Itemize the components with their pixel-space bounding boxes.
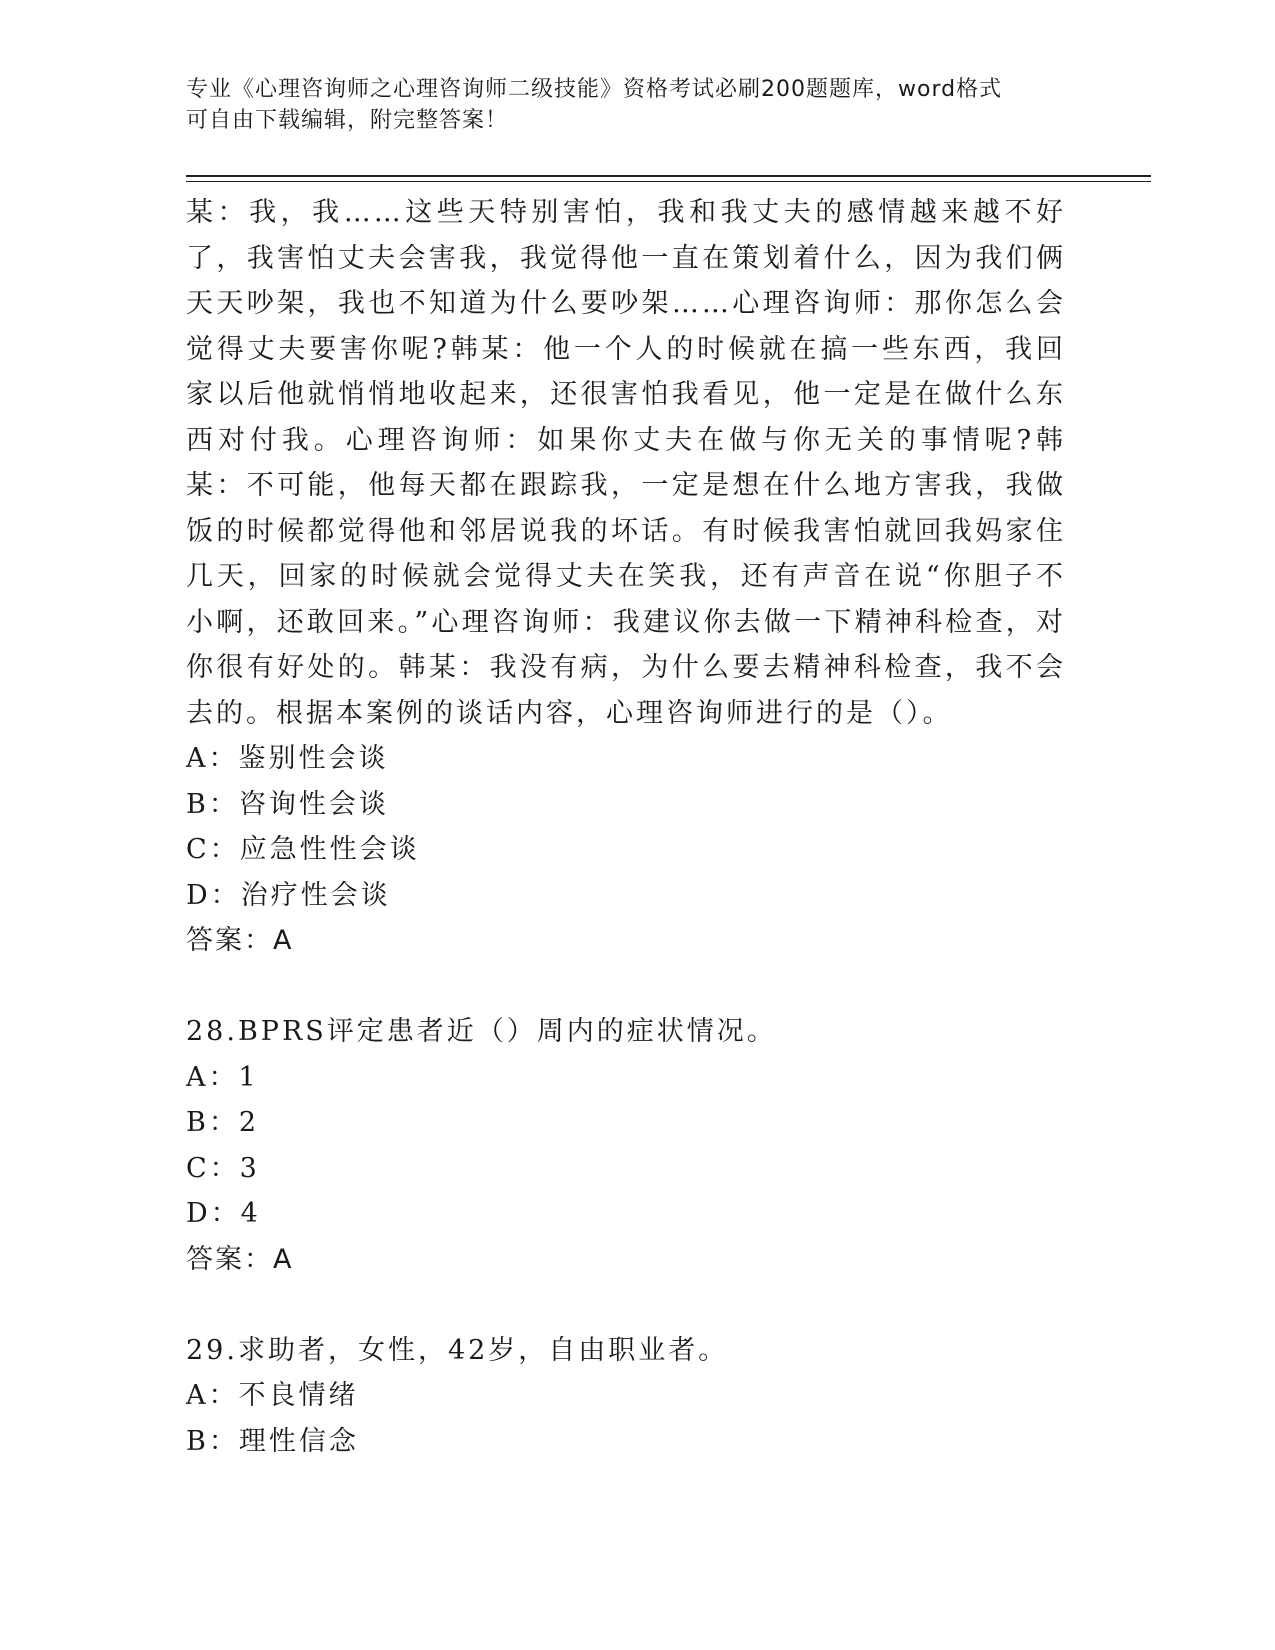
question-29-stem: 29.求助者，女性，42岁，自由职业者。 <box>186 1334 729 1366</box>
question-28-stem: 28.BPRS评定患者近（）周内的症状情况。 <box>186 1016 777 1047</box>
header-line-2: 可自由下载编辑，附完整答案！ <box>186 108 509 133</box>
document-body <box>186 190 1066 1464</box>
header-divider-thick <box>186 175 1151 177</box>
question-29-option-a: A：不良情绪 <box>186 1380 359 1411</box>
question-27-option-c: C：应急性性会谈 <box>186 834 420 865</box>
question-29-option-b: B：理性信念 <box>186 1425 359 1457</box>
spacer <box>186 1282 1066 1328</box>
question-27-option-d: D：治疗性会谈 <box>186 879 391 911</box>
question-27-option-b: B：咨询性会谈 <box>186 788 389 820</box>
header-divider-thin <box>186 181 1151 182</box>
spacer <box>186 964 1066 1010</box>
question-27-answer: 答案：A <box>186 925 294 956</box>
question-28 <box>186 1009 1066 1282</box>
question-28-option-a: A：1 <box>186 1061 259 1093</box>
question-29 <box>186 1328 1066 1465</box>
document-header <box>186 74 1066 136</box>
header-line-1: 专业《心理咨询师之心理咨询师二级技能》资格考试必刷200题题库，word格式 <box>186 77 1003 102</box>
question-27-option-a: A：鉴别性会谈 <box>186 743 389 774</box>
question-28-option-b: B：2 <box>186 1107 260 1138</box>
question-27 <box>186 190 1066 964</box>
question-28-option-d: D：4 <box>186 1198 261 1229</box>
question-28-answer: 答案：A <box>186 1243 294 1275</box>
question-27-passage: 某：我，我……这些天特别害怕，我和我丈夫的感情越来越不好了，我害怕丈夫会害我，我觉得他一直在策划着什么，因为我们俩天天吵架，我也不知道为什么要吵架……心理咨询师：那你怎么会觉得丈夫要害你呢?韩某：他一个人的时候就在搞一些东西，我回家以后他就悄悄地收起来，还很害怕我看见，他一定是在做什么东西对付我。心理咨询师：如果你丈夫在做与你无关的事情呢?韩某：不可能，他每天都在跟踪我，一定是想在什么地方害我，我做饭的时候都觉得他和邻居说我的坏话。有时候我害怕就回我妈家住几天，回家的时候就会觉得丈夫在笑我，还有声音在说“你胆子不小啊，还敢回来。”心理咨询师：我建议你去做一下精神科检查，对你很有好处的。韩某：我没有病，为什么要去精神科检查，我不会去的。根据本案例的谈话内容，心理咨询师进行的是（）。 <box>186 197 1066 729</box>
question-28-option-c: C：3 <box>186 1152 260 1184</box>
